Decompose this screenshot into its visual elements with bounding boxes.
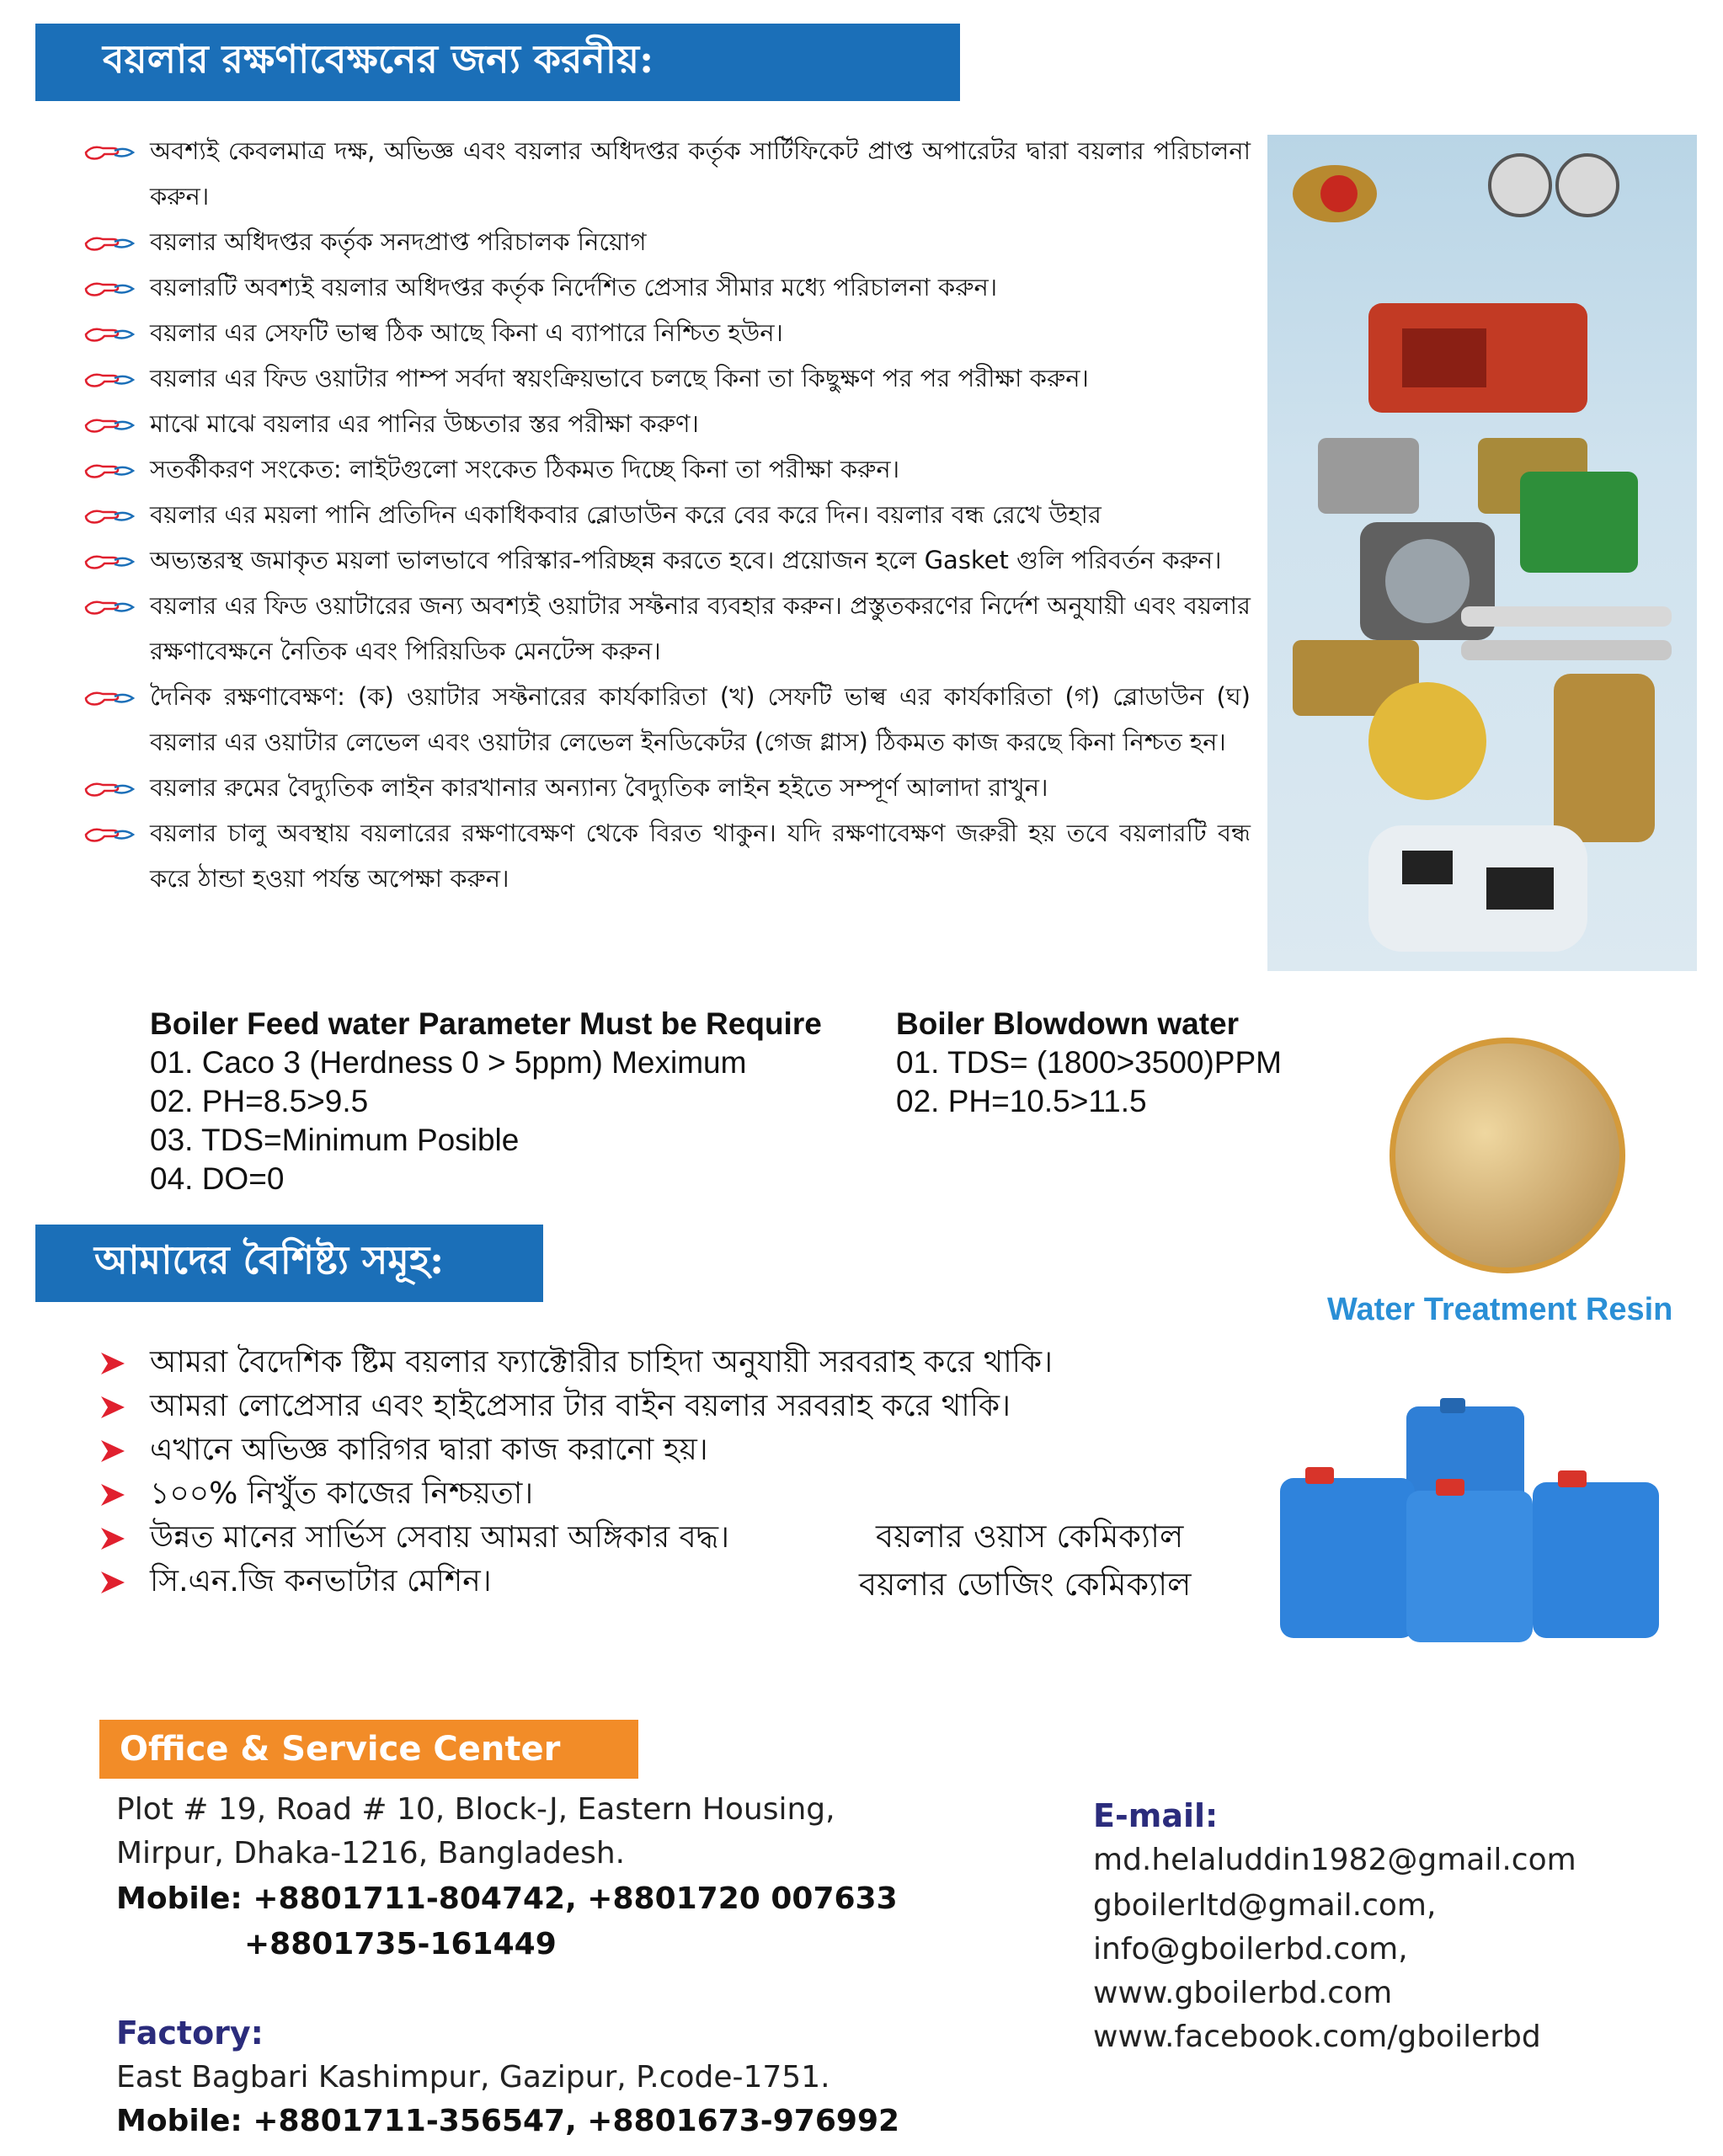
red-arrow-icon bbox=[99, 1526, 126, 1551]
list-item: বয়লার এর ময়লা পানি প্রতিদিন একাধিকবার ব্লোডাউন করে বের করে দিন। বয়লার বন্ধ রেখে উহার bbox=[84, 492, 1251, 537]
pointing-hand-icon bbox=[84, 280, 136, 298]
red-arrow-icon bbox=[99, 1395, 126, 1420]
parts-collage-illustration bbox=[1267, 135, 1697, 971]
list-item: অভ্যন্তরস্থ জমাকৃত ময়লা ভালভাবে পরিস্কার-পরিচ্ছন্ন করতে হবে। প্রয়োজন হলে Gasket গুলি পরিবর্তন করুন। bbox=[84, 537, 1251, 583]
office-mobile-extra: +8801735-161449 bbox=[244, 1927, 557, 1961]
facebook-link[interactable]: www.facebook.com/gboilerbd bbox=[1093, 2020, 1541, 2054]
chemical-line-wash: বয়লার ওয়াস কেমিক্যাল bbox=[876, 1518, 1184, 1555]
list-item: বয়লার অধিদপ্তর কর্তৃক সনদপ্রাপ্ত পরিচালক নিয়োগ bbox=[84, 219, 1251, 264]
pointing-hand-icon bbox=[84, 371, 136, 389]
office-address-line: Plot # 19, Road # 10, Block-J, Eastern Housing, bbox=[116, 1792, 835, 1827]
pointing-hand-icon bbox=[84, 143, 136, 162]
office-header-label: Office & Service Center bbox=[120, 1730, 561, 1769]
factory-mobile: Mobile: +8801711-356547, +8801673-976992 bbox=[116, 2104, 900, 2138]
list-item: আমরা বৈদেশিক ষ্টিম বয়লার ফ্যাক্টোরীর চাহিদা অনুযায়ী সরবরাহ করে থাকি। bbox=[99, 1341, 1053, 1385]
resin-caption: Water Treatment Resin bbox=[1327, 1292, 1673, 1327]
list-item: সি.এন.জি কনভাটার মেশিন। bbox=[99, 1560, 1053, 1604]
list-item: বয়লারটি অবশ্যই বয়লার অধিদপ্তর কর্তৃক নির্দেশিত প্রেসার সীমার মধ্যে পরিচালনা করুন। bbox=[84, 264, 1251, 310]
email-label: E-mail: bbox=[1093, 1797, 1219, 1834]
list-item: বয়লার এর সেফটি ভাল্ব ঠিক আছে কিনা এ ব্যাপারে নিশ্চিত হউন। bbox=[84, 310, 1251, 355]
list-item: ১০০% নিখুঁত কাজের নিশ্চয়তা। bbox=[99, 1472, 1053, 1516]
feed-water-line: 02. PH=8.5>9.5 bbox=[150, 1084, 369, 1118]
list-item: অবশ্যই কেবলমাত্র দক্ষ, অভিজ্ঞ এবং বয়লার অধিদপ্তর কর্তৃক সার্টিফিকেট প্রাপ্ত অপারেটর দ্বারা বয়লার পরিচালনা করুন। bbox=[84, 128, 1251, 219]
blowdown-title: Boiler Blowdown water bbox=[896, 1006, 1240, 1041]
list-item: সতর্কীকরণ সংকেত: লাইটগুলো সংকেত ঠিকমত দিচ্ছে কিনা তা পরীক্ষা করুন। bbox=[84, 446, 1251, 492]
maintenance-list bbox=[84, 128, 1251, 901]
water-treatment-resin-image bbox=[1390, 1038, 1625, 1273]
red-arrow-icon bbox=[99, 1438, 126, 1464]
pointing-hand-icon bbox=[84, 598, 136, 616]
office-address-line: Mirpur, Dhaka-1216, Bangladesh. bbox=[116, 1836, 626, 1870]
pointing-hand-icon bbox=[84, 689, 136, 707]
list-item: মাঝে মাঝে বয়লার এর পানির উচ্চতার স্তর পরীক্ষা করুণ। bbox=[84, 401, 1251, 446]
office-header bbox=[99, 1720, 638, 1779]
red-arrow-icon bbox=[99, 1351, 126, 1376]
chemical-line-dosing: বয়লার ডোজিং কেমিক্যাল bbox=[859, 1566, 1192, 1603]
list-item: বয়লার রুমের বৈদ্যুতিক লাইন কারখানার অন্যান্য বৈদ্যুতিক লাইন হইতে সম্পূর্ণ আলাদা রাখুন। bbox=[84, 765, 1251, 810]
list-item: বয়লার চালু অবস্থায় বয়লারের রক্ষণাবেক্ষণ থেকে বিরত থাকুন। যদি রক্ষণাবেক্ষণ জরুরী হয় তবে বয়লারটি বন্ধ করে ঠান্ডা হওয়া পর্যন্ত অপেক্ষা করুন। bbox=[84, 810, 1251, 901]
list-item: বয়লার এর ফিড ওয়াটার পাম্প সর্বদা স্বয়ংক্রিয়ভাবে চলছে কিনা তা কিছুক্ষণ পর পর পরীক্ষা করুন। bbox=[84, 355, 1251, 401]
list-item: উন্নত মানের সার্ভিস সেবায় আমরা অঙ্গিকার বদ্ধ। bbox=[99, 1516, 1053, 1560]
list-item: দৈনিক রক্ষণাবেক্ষণ: (ক) ওয়াটার সফ্টনারের কার্যকারিতা (খ) সেফটি ভাল্ব এর কার্যকারিতা (গ) ব্লোডাউন (ঘ) বয়লার এর ওয়াটার লেভেল এবং ওয়াটার লেভেল ইনডিকেটর (গেজ গ্লাস) ঠিকমত কাজ করছে কিনা নিশ্চত হন। bbox=[84, 674, 1251, 765]
section1-title: বয়লার রক্ষণাবেক্ষনের জন্য করনীয়: bbox=[103, 36, 654, 82]
office-mobile: Mobile: +8801711-804742, +8801720 007633 bbox=[116, 1881, 898, 1916]
list-item: আমরা লোপ্রেসার এবং হাইপ্রেসার টার বাইন বয়লার সরবরাহ করে থাকি। bbox=[99, 1385, 1053, 1428]
pointing-hand-icon bbox=[84, 234, 136, 253]
blowdown-line: 01. TDS= (1800>3500)PPM bbox=[896, 1045, 1282, 1080]
pointing-hand-icon bbox=[84, 325, 136, 344]
feed-water-line: 01. Caco 3 (Herdness 0 > 5ppm) Meximum bbox=[150, 1045, 747, 1080]
email-address: md.helaluddin1982@gmail.com bbox=[1093, 1843, 1576, 1877]
section2-title: আমাদের বৈশিষ্ট্য সমূহ: bbox=[94, 1237, 445, 1283]
chemical-cans-image bbox=[1272, 1398, 1710, 1651]
blowdown-line: 02. PH=10.5>11.5 bbox=[896, 1084, 1147, 1118]
section2-banner bbox=[35, 1225, 543, 1302]
email-address: info@gboilerbd.com, bbox=[1093, 1932, 1408, 1967]
list-item: বয়লার এর ফিড ওয়াটারের জন্য অবশ্যই ওয়াটার সফ্টনার ব্যবহার করুন। প্রস্তুতকরণের নির্দেশ অনুযায়ী এবং বয়লার রক্ষণাবেক্ষনে নৈতিক এবং পিরিয়ডিক মেনটেন্স করুন। bbox=[84, 583, 1251, 674]
feed-water-line: 03. TDS=Minimum Posible bbox=[150, 1123, 520, 1157]
factory-label: Factory: bbox=[116, 2015, 264, 2052]
website-link[interactable]: www.gboilerbd.com bbox=[1093, 1976, 1393, 2010]
pointing-hand-icon bbox=[84, 507, 136, 526]
pointing-hand-icon bbox=[84, 462, 136, 480]
boiler-parts-photo bbox=[1267, 135, 1697, 971]
pointing-hand-icon bbox=[84, 416, 136, 435]
feed-water-title: Boiler Feed water Parameter Must be Require bbox=[150, 1006, 822, 1041]
list-item: এখানে অভিজ্ঞ কারিগর দ্বারা কাজ করানো হয়। bbox=[99, 1428, 1053, 1472]
red-arrow-icon bbox=[99, 1570, 126, 1595]
pointing-hand-icon bbox=[84, 552, 136, 571]
email-address: gboilerltd@gmail.com, bbox=[1093, 1888, 1437, 1923]
factory-address: East Bagbari Kashimpur, Gazipur, P.code-1751. bbox=[116, 2060, 830, 2095]
red-arrow-icon bbox=[99, 1482, 126, 1508]
pointing-hand-icon bbox=[84, 780, 136, 798]
section1-banner bbox=[35, 24, 960, 101]
feed-water-line: 04. DO=0 bbox=[150, 1161, 285, 1196]
pointing-hand-icon bbox=[84, 825, 136, 844]
